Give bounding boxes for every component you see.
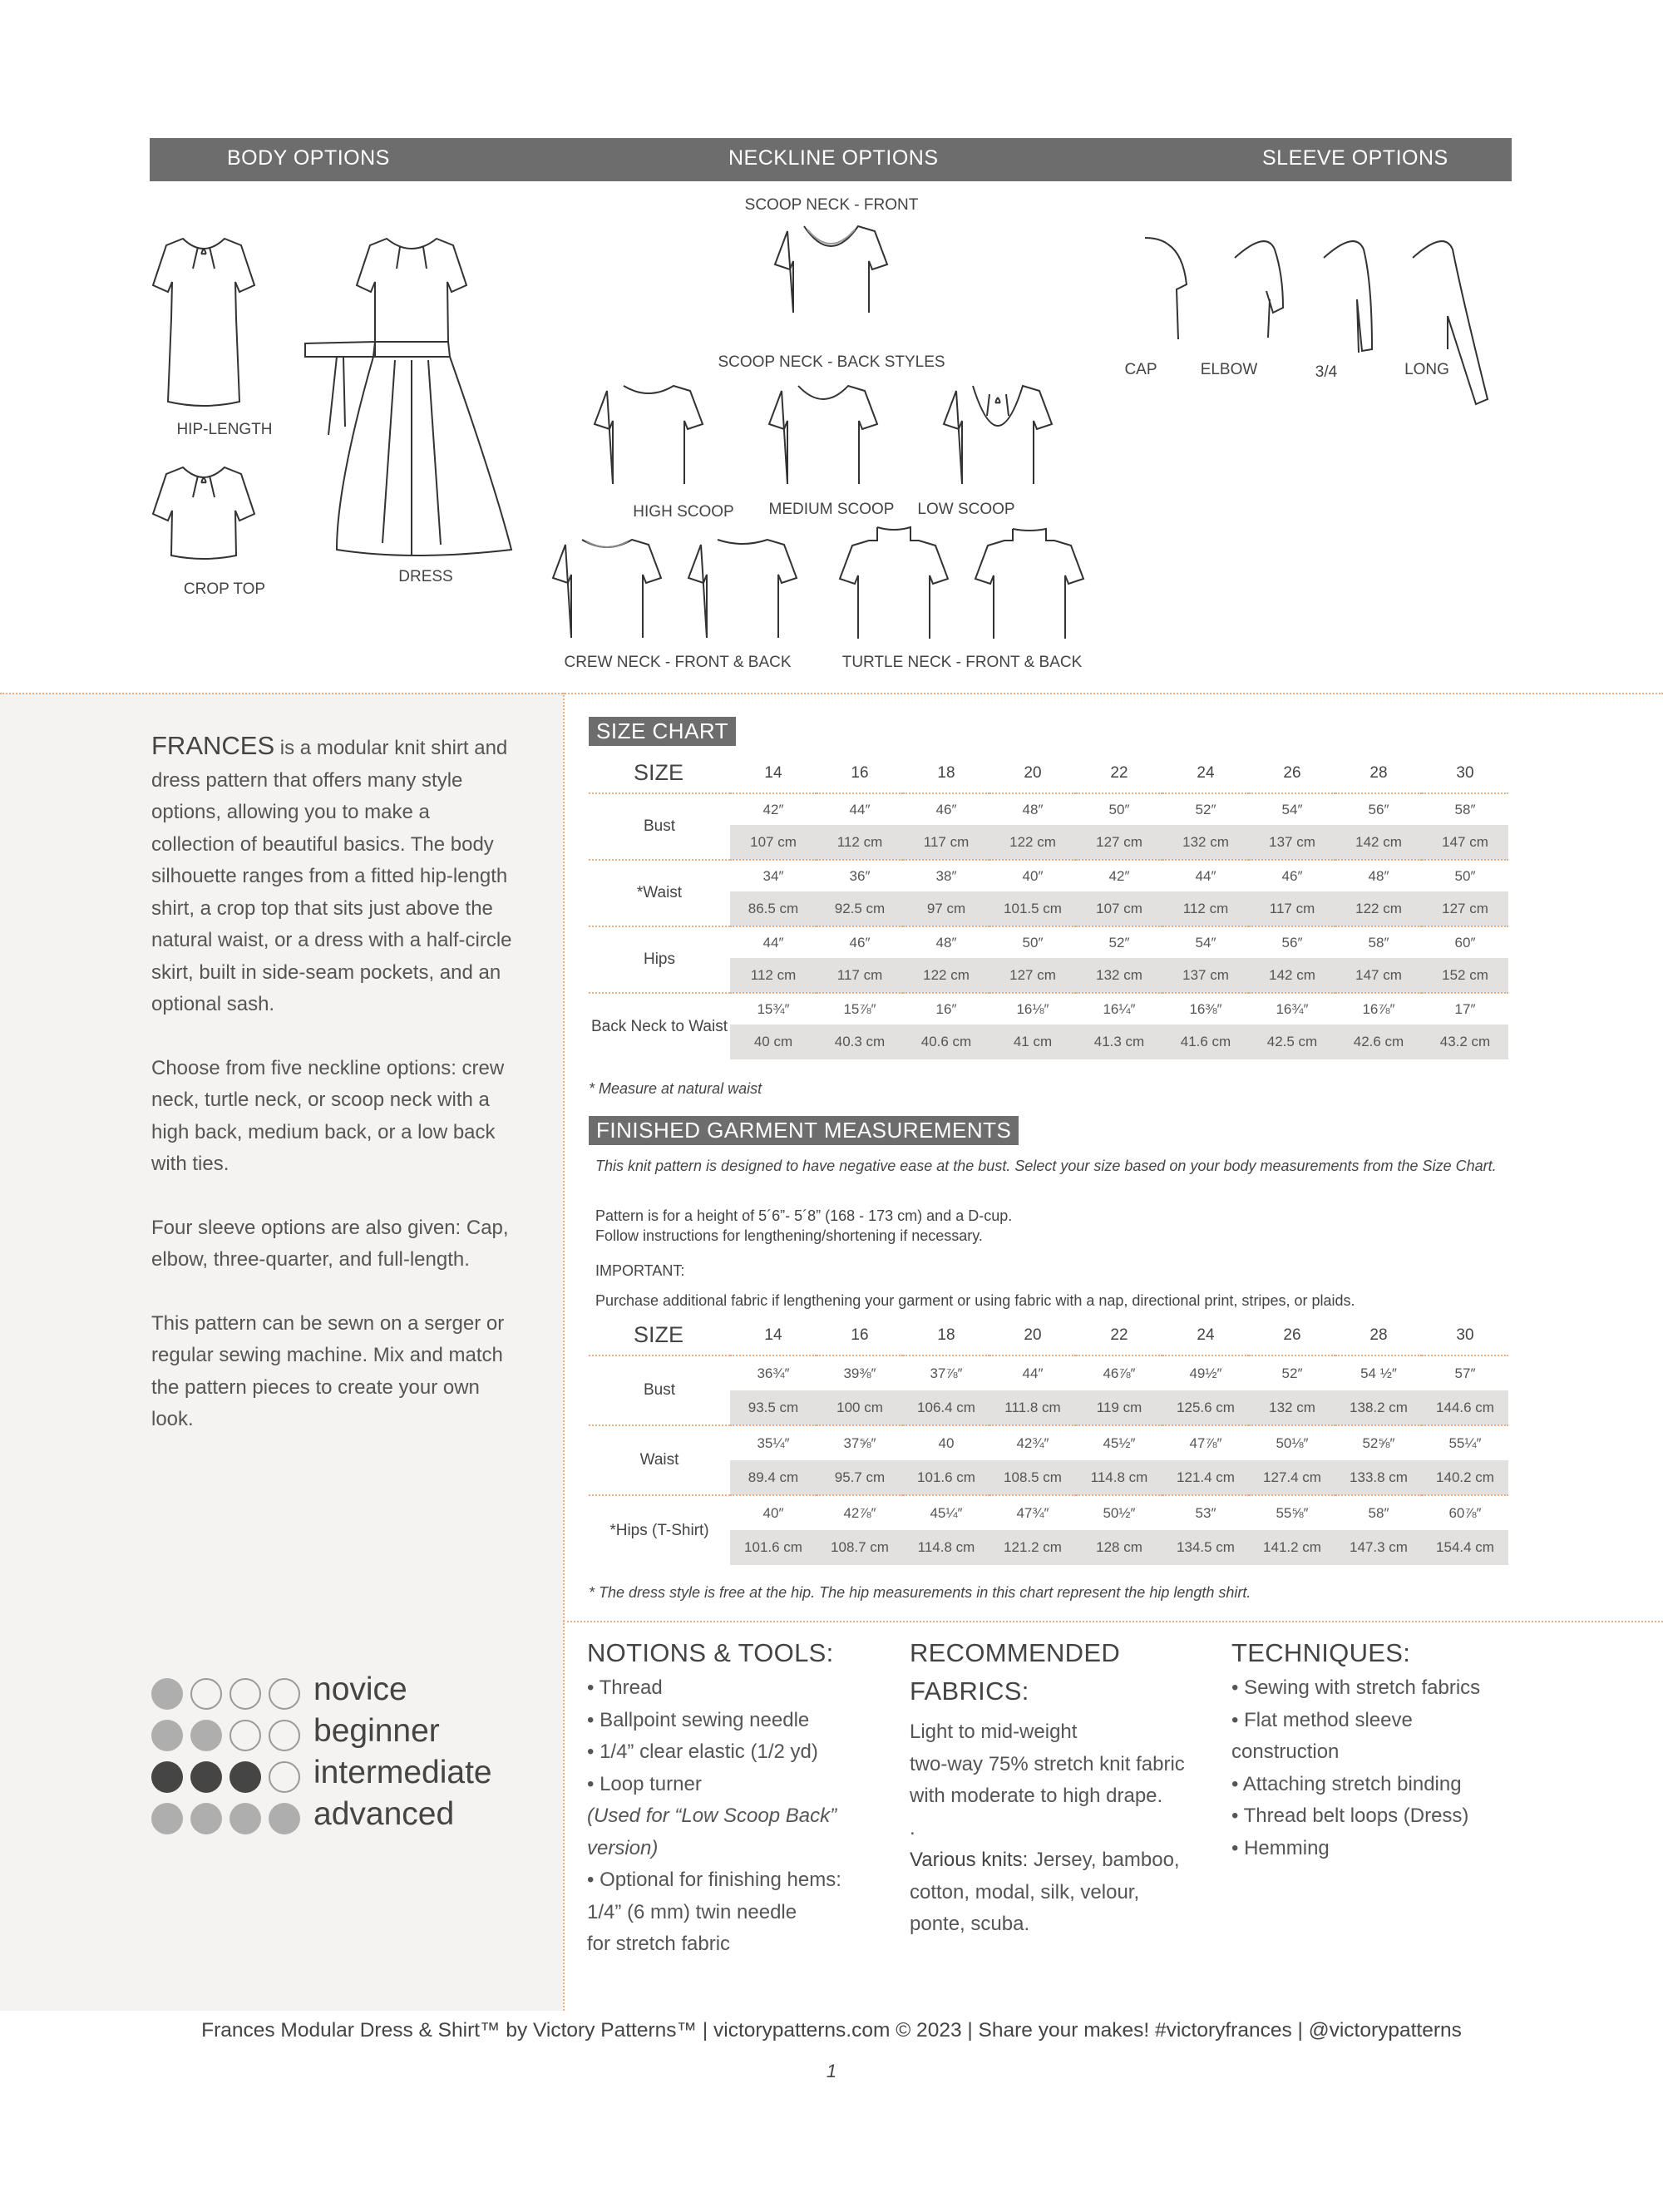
cm-value: 93.5 cm (730, 1390, 817, 1425)
size-chart-footnote: * Measure at natural waist (589, 1080, 762, 1097)
scoop-front-illustration (762, 223, 900, 314)
medium-scoop-back-illustration (761, 383, 886, 486)
low-scoop-label: LOW SCOOP (917, 501, 1015, 518)
cm-value: 127 cm (989, 958, 1076, 993)
various-knits-label: Various knits: (910, 1849, 1029, 1871)
cm-value: 111.8 cm (989, 1390, 1076, 1425)
cm-value: 117 cm (817, 958, 903, 993)
dress-label: DRESS (398, 568, 453, 585)
elbow-sleeve-label: ELBOW (1200, 361, 1258, 378)
cm-value: 119 cm (1076, 1390, 1162, 1425)
measurement-label: Back Neck to Waist (589, 993, 730, 1059)
scoop-back-styles-label: SCOOP NECK - BACK STYLES (718, 353, 945, 371)
list-line: (Used for “Low Scoop Back” (587, 1805, 837, 1827)
skill-dot (151, 1678, 183, 1710)
three-quarter-sleeve-illustration (1322, 233, 1389, 358)
skill-level-beginner: beginner (313, 1713, 440, 1749)
cm-value: 95.7 cm (817, 1460, 903, 1495)
list-line: • Attaching stretch binding (1231, 1772, 1462, 1795)
size-header-row (589, 1316, 1508, 1355)
size-number: 30 (1456, 1326, 1474, 1344)
cm-value: 40.6 cm (903, 1025, 989, 1059)
size-number: 14 (764, 1326, 782, 1344)
inches-value: 44″ (817, 793, 903, 825)
cm-value: 122 cm (1335, 891, 1422, 926)
cm-value: 127 cm (1076, 825, 1162, 860)
size-number: 24 (1197, 763, 1215, 782)
inches-value: 37⅞″ (903, 1355, 989, 1390)
skill-dot (269, 1720, 300, 1751)
inches-value: 53″ (1162, 1495, 1249, 1530)
cm-value: 42.5 cm (1249, 1025, 1335, 1059)
cm-value: 137 cm (1162, 958, 1249, 993)
inches-value: 50″ (1422, 860, 1508, 891)
inches-value: 56″ (1335, 793, 1422, 825)
frances-title: FRANCES (151, 731, 275, 760)
skill-dot (269, 1803, 300, 1834)
list-line: • Flat method sleeve (1231, 1708, 1413, 1731)
notions-list (587, 1672, 841, 1961)
size-number: 26 (1283, 763, 1301, 782)
skill-dot (190, 1720, 222, 1751)
cm-value: 114.8 cm (1076, 1460, 1162, 1495)
skill-dot (190, 1761, 222, 1793)
inches-value: 60⅞″ (1422, 1495, 1508, 1530)
inches-value: 52″ (1162, 793, 1249, 825)
cm-value: 117 cm (1249, 891, 1335, 926)
cm-value: 132 cm (1076, 958, 1162, 993)
inches-value: 45½″ (1076, 1425, 1162, 1460)
cm-value: 117 cm (903, 825, 989, 860)
fabrics-heading-2: FABRICS: (910, 1676, 1029, 1706)
cm-value: 132 cm (1162, 825, 1249, 860)
fabrics-heading-1: RECOMMENDED (910, 1638, 1121, 1667)
top-section-divider (0, 693, 1663, 694)
inches-value: 40″ (730, 1495, 817, 1530)
cm-value: 112 cm (817, 825, 903, 860)
cm-value: 108.5 cm (989, 1460, 1076, 1495)
list-line: • Thread belt loops (Dress) (1231, 1805, 1469, 1827)
medium-scoop-label: MEDIUM SCOOP (768, 501, 895, 518)
inches-value: 44″ (989, 1355, 1076, 1390)
measurement-label: Waist (589, 1425, 730, 1495)
list-line: • 1/4” clear elastic (1/2 yd) (587, 1740, 818, 1763)
cm-value: 101.6 cm (903, 1460, 989, 1495)
cm-value: 137 cm (1249, 825, 1335, 860)
measurement-label: Bust (589, 793, 730, 860)
inches-value: 44″ (1162, 860, 1249, 891)
cm-value: 134.5 cm (1162, 1530, 1249, 1565)
size-chart-heading: SIZE CHART (589, 717, 736, 746)
size-number: 26 (1283, 1326, 1301, 1344)
inches-value: 42″ (730, 793, 817, 825)
cm-value: 114.8 cm (903, 1530, 989, 1565)
inches-value: 50½″ (1076, 1495, 1162, 1530)
page-number: 1 (826, 2061, 837, 2081)
inches-row (589, 1425, 1508, 1460)
additional-fabric-note: Purchase additional fabric if lengthening your garment or using fabric with a nap, directional print, stripes, or plaids. (595, 1292, 1355, 1309)
cm-value: 121.2 cm (989, 1530, 1076, 1565)
cm-value: 42.6 cm (1335, 1025, 1422, 1059)
inches-row (589, 1495, 1508, 1530)
cm-value: 92.5 cm (817, 891, 903, 926)
cm-value: 121.4 cm (1162, 1460, 1249, 1495)
various-knits-text: Jersey, bamboo, (1028, 1849, 1180, 1871)
inches-value: 49½″ (1162, 1355, 1249, 1390)
negative-ease-note: This knit pattern is designed to have negative ease at the bust. Select your size based on your body measurements from the Size Chart. (595, 1158, 1497, 1174)
inches-value: 47¾″ (989, 1495, 1076, 1530)
inches-value: 42″ (1076, 860, 1162, 891)
inches-value: 17″ (1422, 993, 1508, 1025)
cm-value: 112 cm (730, 958, 817, 993)
cm-value: 127.4 cm (1249, 1460, 1335, 1495)
list-line: • Optional for finishing hems: (587, 1869, 841, 1891)
inches-value: 52⅝″ (1335, 1425, 1422, 1460)
techniques-list (1231, 1672, 1480, 1864)
inches-value: 48″ (903, 926, 989, 958)
inches-value: 16⅞″ (1335, 993, 1422, 1025)
cm-value: 86.5 cm (730, 891, 817, 926)
inches-value: 16⅛″ (989, 993, 1076, 1025)
cm-value: 41 cm (989, 1025, 1076, 1059)
cm-value: 132 cm (1249, 1390, 1335, 1425)
cm-value: 142 cm (1335, 825, 1422, 860)
size-number: 28 (1369, 763, 1388, 782)
inches-value: 47⅞″ (1162, 1425, 1249, 1460)
crop-top-label: CROP TOP (183, 580, 266, 598)
cm-value: 133.8 cm (1335, 1460, 1422, 1495)
inches-value: 34″ (730, 860, 817, 891)
cm-value: 107 cm (730, 825, 817, 860)
inches-value: 40″ (989, 860, 1076, 891)
inches-value: 54″ (1162, 926, 1249, 958)
inches-value: 46″ (817, 926, 903, 958)
inches-value: 39⅜″ (817, 1355, 903, 1390)
skill-level-advanced: advanced (313, 1796, 455, 1832)
scoop-front-label: SCOOP NECK - FRONT (744, 196, 919, 214)
crew-neck-label: CREW NECK - FRONT & BACK (564, 654, 792, 671)
intro-paragraph-1: FRANCES is a modular knit shirt and dress pattern that offers many style options, allowing you to make a collection of beautiful basics. The body silhouette ranges from a fitted hip-length shirt, a crop top that sits just above the natural waist, or a dress with a half-circle skirt, built in side-seam pockets, and an optional sash. (151, 731, 512, 1015)
skill-dot (151, 1720, 183, 1751)
list-line: ponte, scuba. (910, 1913, 1030, 1935)
notions-heading: NOTIONS & TOOLS: (587, 1638, 834, 1667)
cm-value: 101.5 cm (989, 891, 1076, 926)
size-column-label: SIZE (634, 760, 684, 785)
inches-value: 58″ (1335, 1495, 1422, 1530)
size-number: 16 (851, 1326, 869, 1344)
intro-paragraph-3: Four sleeve options are also given: Cap, elbow, three-quarter, and full-length. (151, 1216, 509, 1271)
size-chart-table (589, 753, 1508, 1059)
finished-measurements-heading: FINISHED GARMENT MEASUREMENTS (589, 1116, 1019, 1145)
inches-row (589, 793, 1508, 825)
sleeve-options-heading: SLEEVE OPTIONS (1262, 146, 1448, 170)
skill-dot (151, 1761, 183, 1793)
inches-value: 42⅞″ (817, 1495, 903, 1530)
measurement-label: *Waist (589, 860, 730, 926)
skill-dot (229, 1761, 261, 1793)
measurement-label: Hips (589, 926, 730, 993)
cm-value: 40.3 cm (817, 1025, 903, 1059)
inches-value: 46″ (1249, 860, 1335, 891)
skill-dot (269, 1678, 300, 1710)
inches-value: 16¾″ (1249, 993, 1335, 1025)
inches-value: 36¾″ (730, 1355, 817, 1390)
inches-value: 57″ (1422, 1355, 1508, 1390)
measurement-label: *Hips (T-Shirt) (589, 1495, 730, 1565)
inches-value: 38″ (903, 860, 989, 891)
cm-value: 89.4 cm (730, 1460, 817, 1495)
cm-value: 141.2 cm (1249, 1530, 1335, 1565)
size-header-row (589, 753, 1508, 793)
various-knits-line (910, 1844, 1185, 1877)
inches-value: 16⅜″ (1162, 993, 1249, 1025)
skill-dot (229, 1720, 261, 1751)
cm-value: 147 cm (1422, 825, 1508, 860)
cm-value: 125.6 cm (1162, 1390, 1249, 1425)
inches-value: 54 ½″ (1335, 1355, 1422, 1390)
size-number: 20 (1024, 763, 1042, 782)
neckline-options-heading: NECKLINE OPTIONS (728, 146, 939, 170)
size-number: 18 (937, 1326, 955, 1344)
cm-value: 127 cm (1422, 891, 1508, 926)
body-options-heading: BODY OPTIONS (227, 146, 390, 170)
skill-dot (151, 1803, 183, 1834)
list-line: . (910, 1816, 915, 1839)
inches-row (589, 993, 1508, 1025)
cm-value: 106.4 cm (903, 1390, 989, 1425)
size-number: 22 (1110, 763, 1128, 782)
inches-value: 15¾″ (730, 993, 817, 1025)
inches-value: 50″ (989, 926, 1076, 958)
cap-sleeve-illustration (1143, 235, 1206, 343)
size-number: 20 (1024, 1326, 1042, 1344)
long-sleeve-label: LONG (1404, 361, 1449, 378)
intro-paragraph-4: This pattern can be sewn on a serger or regular sewing machine. Mix and match the pattern pieces to create your own look. (151, 1311, 505, 1430)
cm-value: 140.2 cm (1422, 1460, 1508, 1495)
turtle-neck-label: TURTLE NECK - FRONT & BACK (841, 654, 1083, 671)
inches-value: 48″ (989, 793, 1076, 825)
inches-value: 16″ (903, 993, 989, 1025)
inches-value: 35¼″ (730, 1425, 817, 1460)
inches-value: 52″ (1076, 926, 1162, 958)
inches-value: 55¼″ (1422, 1425, 1508, 1460)
list-line: • Ballpoint sewing needle (587, 1708, 810, 1731)
cm-value: 108.7 cm (817, 1530, 903, 1565)
high-scoop-back-illustration (586, 383, 711, 486)
finished-footnote: * The dress style is free at the hip. The hip measurements in this chart represent the hip length shirt. (589, 1584, 1251, 1601)
cm-value: 147.3 cm (1335, 1530, 1422, 1565)
inches-value: 60″ (1422, 926, 1508, 958)
column-divider (563, 693, 565, 2011)
size-number: 24 (1197, 1326, 1215, 1344)
inches-row (589, 926, 1508, 958)
cm-value: 41.3 cm (1076, 1025, 1162, 1059)
inches-value: 50″ (1076, 793, 1162, 825)
inches-row (589, 860, 1508, 891)
important-label: IMPORTANT: (595, 1262, 685, 1279)
crop-top-illustration (150, 464, 258, 568)
low-scoop-back-illustration (935, 383, 1060, 486)
skill-dot (269, 1761, 300, 1793)
size-number: 14 (764, 763, 782, 782)
skill-level-intermediate: intermediate (313, 1755, 492, 1790)
cm-value: 138.2 cm (1335, 1390, 1422, 1425)
fabrics-text (910, 1716, 1185, 1941)
inches-value: 15⅞″ (817, 993, 903, 1025)
list-line: construction (1231, 1740, 1340, 1763)
cap-sleeve-label: CAP (1124, 361, 1157, 378)
cm-value: 142 cm (1249, 958, 1335, 993)
inches-value: 52″ (1249, 1355, 1335, 1390)
measurement-label: Bust (589, 1355, 730, 1425)
inches-value: 55⅝″ (1249, 1495, 1335, 1530)
elbow-sleeve-illustration (1233, 233, 1300, 341)
inches-value: 16¼″ (1076, 993, 1162, 1025)
inches-value: 40 (903, 1425, 989, 1460)
size-number: 22 (1110, 1326, 1128, 1344)
inches-value: 58″ (1335, 926, 1422, 958)
techniques-heading: TECHNIQUES: (1231, 1638, 1411, 1667)
inches-value: 56″ (1249, 926, 1335, 958)
hip-length-label: HIP-LENGTH (176, 421, 273, 438)
inches-value: 37⅝″ (817, 1425, 903, 1460)
inches-value: 44″ (730, 926, 817, 958)
list-line: cotton, modal, silk, velour, (910, 1880, 1140, 1903)
skill-dot (190, 1803, 222, 1834)
list-line: • Thread (587, 1676, 663, 1699)
size-number: 28 (1369, 1326, 1388, 1344)
list-line: two-way 75% stretch knit fabric (910, 1752, 1185, 1775)
inches-row (589, 1355, 1508, 1390)
inches-value: 46⅞″ (1076, 1355, 1162, 1390)
inches-value: 54″ (1249, 793, 1335, 825)
cm-value: 101.6 cm (730, 1530, 817, 1565)
finished-measurements-table (589, 1316, 1508, 1565)
list-line: Light to mid-weight (910, 1721, 1078, 1743)
cm-value: 112 cm (1162, 891, 1249, 926)
turtle-neck-front-illustration (832, 526, 956, 640)
size-number: 30 (1456, 763, 1474, 782)
inches-value: 58″ (1422, 793, 1508, 825)
size-number: 18 (937, 763, 955, 782)
inches-value: 48″ (1335, 860, 1422, 891)
crew-neck-front-illustration (545, 536, 669, 640)
list-line: • Sewing with stretch fabrics (1231, 1676, 1481, 1699)
list-line: for stretch fabric (587, 1933, 731, 1955)
cm-value: 43.2 cm (1422, 1025, 1508, 1059)
bottom-section-divider (563, 1621, 1663, 1622)
intro-text (151, 730, 517, 1468)
hip-length-shirt-illustration (150, 235, 258, 422)
height-note: Pattern is for a height of 5´6”- 5´8” (168 - 173 cm) and a D-cup. (595, 1207, 1013, 1224)
cm-value: 122 cm (989, 825, 1076, 860)
inches-value: 50⅛″ (1249, 1425, 1335, 1460)
skill-dot (229, 1803, 261, 1834)
options-header-bar (150, 138, 1512, 181)
three-quarter-sleeve-label: 3/4 (1315, 363, 1338, 381)
skill-dot (229, 1678, 261, 1710)
cm-value: 40 cm (730, 1025, 817, 1059)
list-line: with moderate to high drape. (910, 1785, 1163, 1807)
cm-value: 97 cm (903, 891, 989, 926)
high-scoop-label: HIGH SCOOP (633, 503, 734, 521)
crew-neck-back-illustration (680, 536, 805, 640)
inches-value: 42¾″ (989, 1425, 1076, 1460)
cm-value: 100 cm (817, 1390, 903, 1425)
skill-level-novice: novice (313, 1671, 407, 1707)
list-line: • Hemming (1231, 1836, 1330, 1859)
intro-paragraph-2: Choose from five neckline options: crew neck, turtle neck, or scoop neck with a high back, medium back, or a low back with ties. (151, 1056, 505, 1175)
list-line: • Loop turner (587, 1772, 702, 1795)
inches-value: 46″ (903, 793, 989, 825)
cm-value: 152 cm (1422, 958, 1508, 993)
size-column-label: SIZE (634, 1322, 684, 1347)
cm-value: 147 cm (1335, 958, 1422, 993)
cm-value: 144.6 cm (1422, 1390, 1508, 1425)
turtle-neck-back-illustration (967, 526, 1092, 640)
cm-value: 41.6 cm (1162, 1025, 1249, 1059)
long-sleeve-illustration (1411, 233, 1494, 407)
dress-illustration (303, 235, 520, 560)
size-number: 16 (851, 763, 869, 782)
cm-value: 154.4 cm (1422, 1530, 1508, 1565)
lengthen-note: Follow instructions for lengthening/shortening if necessary. (595, 1227, 983, 1244)
cm-value: 128 cm (1076, 1530, 1162, 1565)
cm-value: 107 cm (1076, 891, 1162, 926)
footer-credits: Frances Modular Dress & Shirt™ by Victory Patterns™ | victorypatterns.com © 2023 | Share your makes! #victoryfrances | @victorypatterns (201, 2019, 1462, 2042)
cm-value: 122 cm (903, 958, 989, 993)
inches-value: 45¼″ (903, 1495, 989, 1530)
skill-dot (190, 1678, 222, 1710)
inches-value: 36″ (817, 860, 903, 891)
list-line: 1/4” (6 mm) twin needle (587, 1900, 797, 1923)
list-line: version) (587, 1836, 659, 1859)
